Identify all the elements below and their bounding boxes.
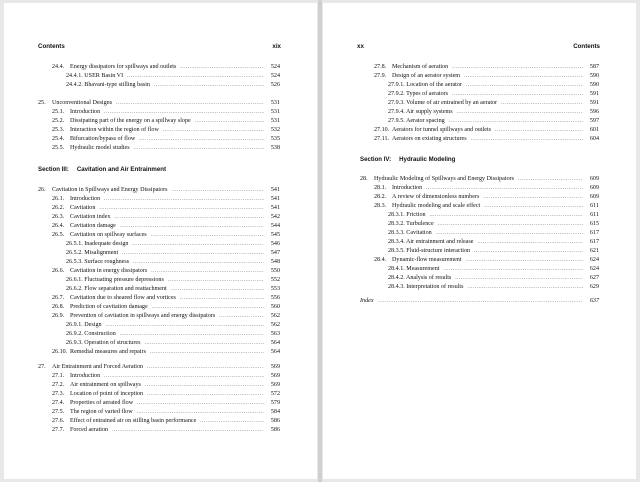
toc-entry[interactable] bbox=[66, 81, 280, 89]
toc-entry-number: 26.8. bbox=[52, 304, 65, 310]
leader-dots bbox=[449, 118, 583, 126]
leader-dots bbox=[501, 100, 583, 108]
toc-entry-page: 532 bbox=[270, 127, 280, 133]
toc-entry[interactable] bbox=[388, 99, 599, 107]
toc-entry-number: 26.1. bbox=[52, 196, 65, 202]
toc-entry-title: Introduction bbox=[70, 373, 101, 379]
toc-entry-number: 26.2. bbox=[52, 205, 65, 211]
leader-dots bbox=[452, 64, 583, 72]
leader-dots bbox=[443, 266, 583, 274]
toc-entry-title: 27.9.4. Air supply systems bbox=[388, 109, 453, 115]
toc-entry-title: Air entrainment on spillways bbox=[70, 382, 141, 388]
leader-dots bbox=[219, 313, 264, 321]
toc-entry-title: Forced aeration bbox=[70, 427, 109, 433]
toc-entry-number: 27.3. bbox=[52, 391, 65, 397]
toc-entry-page: 569 bbox=[270, 382, 280, 388]
toc-entry-number: 25. bbox=[38, 100, 46, 106]
leader-dots bbox=[147, 391, 264, 399]
toc-entry-number: 26.6. bbox=[52, 268, 65, 274]
toc-entry-title: Aerators for tunnel spillways and outlets bbox=[392, 127, 492, 133]
toc-entry-page: 531 bbox=[270, 109, 280, 115]
leader-dots bbox=[180, 64, 264, 72]
toc-entry-page: 579 bbox=[270, 400, 280, 406]
toc-entry-page: 597 bbox=[589, 118, 599, 124]
toc-entry[interactable] bbox=[52, 267, 280, 275]
toc-entry-title: Hydraulic modeling and scale effect bbox=[392, 203, 481, 209]
toc-entry-number: 27.9. bbox=[374, 73, 387, 79]
toc-entry[interactable] bbox=[66, 240, 280, 248]
toc-entry-title: 24.4.1. USER Basin VI bbox=[66, 73, 124, 79]
section-heading bbox=[38, 166, 166, 173]
toc-entry-page: 587 bbox=[589, 64, 599, 70]
leader-dots bbox=[120, 331, 264, 339]
toc-entry-page: 563 bbox=[270, 331, 280, 337]
toc-entry[interactable] bbox=[66, 339, 280, 347]
toc-entry[interactable] bbox=[52, 303, 280, 311]
leader-dots bbox=[518, 176, 583, 184]
leader-dots bbox=[430, 212, 583, 220]
toc-entry-page: 548 bbox=[270, 259, 280, 265]
toc-entry-number: 27.1. bbox=[52, 373, 65, 379]
toc-entry[interactable] bbox=[52, 426, 280, 434]
leader-dots bbox=[168, 277, 264, 285]
toc-entry-number: 26.3. bbox=[52, 214, 65, 220]
leader-dots bbox=[150, 349, 264, 357]
toc-entry[interactable] bbox=[388, 220, 599, 228]
toc-entry[interactable] bbox=[52, 108, 280, 116]
toc-entry-page: 541 bbox=[270, 196, 280, 202]
toc-entry-title: 26.5.3. Surface roughness bbox=[66, 259, 130, 265]
toc-entry-number: 27.11. bbox=[374, 136, 390, 142]
section-title: Cavitation and Air Entrainment bbox=[76, 166, 166, 173]
toc-entry-page: 524 bbox=[270, 64, 280, 70]
toc-entry-title: 28.3.4. Air entrainment and release bbox=[388, 239, 474, 245]
leader-dots bbox=[147, 364, 264, 372]
toc-entry[interactable] bbox=[66, 258, 280, 266]
toc-entry-title: Cavitation due to sheared flow and vortices bbox=[70, 295, 176, 301]
toc-entry-title: Cavitation damage bbox=[70, 223, 116, 229]
leader-dots bbox=[163, 127, 264, 135]
toc-entry-title: 24.4.2. Bhavani-type stilling basin bbox=[66, 82, 150, 88]
toc-entry[interactable] bbox=[52, 135, 280, 143]
toc-entry-number: 27.2. bbox=[52, 382, 65, 388]
toc-entry[interactable] bbox=[66, 276, 280, 284]
toc-entry-page: 637 bbox=[589, 298, 599, 304]
leader-dots bbox=[195, 118, 264, 126]
toc-entry-title: 26.5.1. Inadequate design bbox=[66, 241, 129, 247]
toc-entry-title: Unconventional Designs bbox=[52, 100, 113, 106]
leader-dots bbox=[484, 203, 583, 211]
right-running-head-page: xx bbox=[357, 43, 364, 50]
toc-entry[interactable] bbox=[388, 274, 599, 282]
toc-entry[interactable] bbox=[52, 126, 280, 134]
toc-entry-title: A review of dimensionless numbers bbox=[392, 194, 480, 200]
toc-entry-title: 26.6.1. Fluctuating pressure depressions bbox=[66, 277, 164, 283]
toc-entry-page: 556 bbox=[270, 295, 280, 301]
toc-entry[interactable] bbox=[374, 72, 599, 80]
toc-entry[interactable] bbox=[52, 399, 280, 407]
toc-entry[interactable] bbox=[52, 204, 280, 212]
toc-entry[interactable] bbox=[52, 231, 280, 239]
toc-entry-title: 26.9.2. Construction bbox=[66, 331, 116, 337]
toc-entry-page: 590 bbox=[589, 73, 599, 79]
right-running-head-title: Contents bbox=[573, 43, 600, 50]
leader-dots bbox=[200, 418, 264, 426]
toc-entry[interactable] bbox=[52, 408, 280, 416]
toc-entry[interactable] bbox=[52, 117, 280, 125]
leader-dots bbox=[133, 259, 264, 267]
toc-entry-title: Hydraulic model studies bbox=[70, 145, 130, 151]
page-gutter bbox=[318, 0, 322, 482]
toc-entry-page: 546 bbox=[270, 241, 280, 247]
toc-entry[interactable] bbox=[374, 202, 599, 210]
toc-entry-number: 27.5. bbox=[52, 409, 65, 415]
toc-entry-title: 26.9.3. Operation of structures bbox=[66, 340, 141, 346]
toc-entry[interactable] bbox=[374, 126, 599, 134]
toc-entry-page: 553 bbox=[270, 286, 280, 292]
toc-entry-page: 609 bbox=[589, 185, 599, 191]
toc-entry-title: 28.4.2. Analysis of results bbox=[388, 275, 452, 281]
toc-entry[interactable] bbox=[52, 417, 280, 425]
toc-entry-number: 28.3. bbox=[374, 203, 387, 209]
toc-entry[interactable] bbox=[38, 99, 280, 107]
toc-entry[interactable] bbox=[388, 117, 599, 125]
leader-dots bbox=[144, 340, 264, 348]
toc-entry[interactable] bbox=[374, 135, 599, 143]
toc-entry-number: 25.3. bbox=[52, 127, 65, 133]
leader-dots bbox=[132, 241, 264, 249]
section-heading bbox=[360, 156, 455, 163]
toc-entry[interactable] bbox=[388, 238, 599, 246]
leader-dots bbox=[112, 427, 264, 435]
toc-entry-title: Cavitation in energy dissipators bbox=[70, 268, 148, 274]
toc-entry-page: 572 bbox=[270, 391, 280, 397]
section-label: Section III: bbox=[38, 166, 69, 173]
leader-dots bbox=[139, 136, 264, 144]
toc-entry-title: 27.9.5. Aerator spacing bbox=[388, 118, 445, 124]
toc-entry-title: Aerators on existing structures bbox=[392, 136, 467, 142]
toc-entry[interactable] bbox=[52, 348, 280, 356]
toc-entry-page: 562 bbox=[270, 313, 280, 319]
toc-entry-title: Mechanism of aeration bbox=[392, 64, 449, 70]
toc-entry-page: 564 bbox=[270, 349, 280, 355]
leader-dots bbox=[172, 187, 265, 195]
toc-entry-title: Cavitation in Spillways and Energy Dissipators bbox=[52, 187, 168, 193]
leader-dots bbox=[104, 196, 264, 204]
toc-entry[interactable] bbox=[66, 285, 280, 293]
toc-entry-page: 609 bbox=[589, 176, 599, 182]
toc-entry-page: 531 bbox=[270, 100, 280, 106]
leader-dots bbox=[466, 257, 583, 265]
toc-entry[interactable] bbox=[388, 283, 599, 291]
toc-entry-page: 611 bbox=[590, 203, 599, 209]
leader-dots bbox=[466, 82, 583, 90]
leader-dots bbox=[477, 239, 583, 247]
toc-entry-title: Interaction within the region of flow bbox=[70, 127, 159, 133]
toc-entry[interactable] bbox=[52, 312, 280, 320]
toc-entry-page: 542 bbox=[270, 214, 280, 220]
toc-entry-title: Design of an aerator system bbox=[392, 73, 461, 79]
toc-entry-page: 552 bbox=[270, 277, 280, 283]
toc-entry-title: 28.3.2. Turbulence bbox=[388, 221, 434, 227]
toc-entry-page: 564 bbox=[270, 340, 280, 346]
leader-dots bbox=[151, 232, 264, 240]
toc-entry-page: 590 bbox=[589, 82, 599, 88]
toc-entry[interactable] bbox=[388, 247, 599, 255]
toc-entry[interactable] bbox=[66, 330, 280, 338]
toc-entry-title: Air Entrainment and Forced Aeration bbox=[52, 364, 144, 370]
toc-entry-page: 569 bbox=[270, 364, 280, 370]
leader-dots bbox=[438, 221, 583, 229]
leader-dots bbox=[464, 73, 583, 81]
toc-entry-title: 28.4.1. Measurement bbox=[388, 266, 440, 272]
leader-dots bbox=[180, 295, 264, 303]
toc-entry-page: 629 bbox=[589, 284, 599, 290]
leader-dots bbox=[122, 250, 264, 258]
section-label: Section IV: bbox=[360, 156, 392, 163]
toc-entry-number: 27. bbox=[38, 364, 46, 370]
toc-entry-page: 524 bbox=[270, 73, 280, 79]
toc-entry-number: 26. bbox=[38, 187, 46, 193]
toc-entry-page: 545 bbox=[270, 232, 280, 238]
toc-entry-title: Bifurcation/bypass of flow bbox=[70, 136, 136, 142]
toc-entry-number: 26.4. bbox=[52, 223, 65, 229]
leader-dots bbox=[137, 409, 264, 417]
toc-entry-page: 586 bbox=[270, 418, 280, 424]
toc-entry[interactable] bbox=[66, 249, 280, 257]
toc-entry[interactable] bbox=[66, 72, 280, 80]
toc-entry-title: 27.9.3. Volume of air entrained by an aerator bbox=[388, 100, 498, 106]
leader-dots bbox=[467, 284, 583, 292]
left-page bbox=[4, 3, 317, 479]
leader-dots bbox=[471, 136, 583, 144]
leader-dots bbox=[127, 73, 264, 81]
toc-entry-title: Dissipating part of the energy on a spillway slope bbox=[70, 118, 191, 124]
toc-entry-number: 27.4. bbox=[52, 400, 65, 406]
toc-entry-page: 560 bbox=[270, 304, 280, 310]
toc-entry-number: 27.8. bbox=[374, 64, 387, 70]
toc-entry[interactable] bbox=[38, 363, 280, 371]
leader-dots bbox=[134, 145, 264, 153]
leader-dots bbox=[137, 400, 264, 408]
toc-entry-page: 562 bbox=[270, 322, 280, 328]
toc-entry-title: Cavitation on spillway surfaces bbox=[70, 232, 147, 238]
toc-entry-number: 27.6. bbox=[52, 418, 65, 424]
toc-entry-page: 591 bbox=[589, 91, 599, 97]
toc-entry-title: The region of varied flow bbox=[70, 409, 133, 415]
leader-dots bbox=[152, 304, 264, 312]
toc-entry-number: 26.7. bbox=[52, 295, 65, 301]
section-title: Hydraulic Modeling bbox=[399, 156, 456, 163]
toc-entry-title: Properties of aerated flow bbox=[70, 400, 134, 406]
leader-dots bbox=[116, 100, 264, 108]
toc-entry-number: 28.2. bbox=[374, 194, 387, 200]
toc-entry-title: Cavitation bbox=[70, 205, 96, 211]
leader-dots bbox=[378, 298, 583, 306]
leader-dots bbox=[99, 205, 264, 213]
toc-entry-page: 541 bbox=[270, 205, 280, 211]
toc-entry[interactable] bbox=[388, 229, 599, 237]
toc-entry[interactable] bbox=[374, 184, 599, 192]
toc-entry[interactable] bbox=[388, 108, 599, 116]
toc-entry[interactable] bbox=[388, 211, 599, 219]
toc-entry-number: 28.4. bbox=[374, 257, 387, 263]
toc-entry-page: 624 bbox=[589, 266, 599, 272]
leader-dots bbox=[436, 230, 583, 238]
toc-entry-page: 584 bbox=[270, 409, 280, 415]
toc-entry-title: 27.9.1. Location of the aerator bbox=[388, 82, 462, 88]
toc-entry-title: 28.3.1. Friction bbox=[388, 212, 426, 218]
toc-entry-page: 624 bbox=[589, 257, 599, 263]
toc-entry[interactable] bbox=[52, 372, 280, 380]
leader-dots bbox=[452, 91, 583, 99]
toc-entry[interactable] bbox=[374, 256, 599, 264]
toc-entry-title: 28.3.3. Cavitation bbox=[388, 230, 432, 236]
toc-entry-title: Remedial measures and repairs bbox=[70, 349, 146, 355]
leader-dots bbox=[154, 82, 264, 90]
toc-entry-page: 550 bbox=[270, 268, 280, 274]
toc-entry[interactable] bbox=[374, 63, 599, 71]
toc-entry-number: 26.9. bbox=[52, 313, 65, 319]
toc-entry-number: 26.5. bbox=[52, 232, 65, 238]
toc-entry-page: 627 bbox=[589, 275, 599, 281]
toc-entry-title: Effect of entrained air on stilling basin performance bbox=[70, 418, 197, 424]
toc-entry-index[interactable] bbox=[360, 297, 599, 305]
toc-entry-page: 601 bbox=[589, 127, 599, 133]
toc-entry[interactable] bbox=[38, 186, 280, 194]
toc-entry-page: 617 bbox=[589, 230, 599, 236]
toc-entry-title: Location of point of inception bbox=[70, 391, 144, 397]
toc-entry-page: 538 bbox=[270, 145, 280, 151]
toc-entry-title: Dynamic-flow measurement bbox=[392, 257, 462, 263]
toc-entry[interactable] bbox=[52, 63, 280, 71]
leader-dots bbox=[106, 322, 264, 330]
toc-entry-page: 544 bbox=[270, 223, 280, 229]
toc-entry-number: 24.4. bbox=[52, 64, 65, 70]
toc-entry-number: 26.10. bbox=[52, 349, 68, 355]
toc-entry-number: 25.2. bbox=[52, 118, 65, 124]
toc-entry-page: 617 bbox=[589, 239, 599, 245]
toc-entry-number: 25.5. bbox=[52, 145, 65, 151]
toc-entry-title: 27.9.2. Types of aerators bbox=[388, 91, 449, 97]
toc-entry-number: 25.1. bbox=[52, 109, 65, 115]
toc-entry-title: Prevention of cavitation in spillways and energy dissipators bbox=[70, 313, 216, 319]
toc-entry-title: Hydraulic Modeling of Spillways and Energy Dissipators bbox=[374, 176, 515, 182]
toc-entry-page: 569 bbox=[270, 373, 280, 379]
toc-entry[interactable] bbox=[52, 381, 280, 389]
leader-dots bbox=[145, 382, 264, 390]
toc-entry-number: 28.1. bbox=[374, 185, 387, 191]
toc-entry[interactable] bbox=[52, 390, 280, 398]
left-running-head-title: Contents bbox=[38, 43, 65, 50]
toc-entry-number: 25.4. bbox=[52, 136, 65, 142]
toc-entry-page: 609 bbox=[589, 194, 599, 200]
toc-entry[interactable] bbox=[52, 294, 280, 302]
toc-entry-number: 28. bbox=[360, 176, 368, 182]
toc-entry-title: 28.3.5. Fluid-structure interaction bbox=[388, 248, 471, 254]
toc-entry-title: Index bbox=[360, 298, 374, 304]
toc-entry[interactable] bbox=[388, 90, 599, 98]
leader-dots bbox=[483, 194, 583, 202]
toc-entry[interactable] bbox=[388, 81, 599, 89]
toc-entry-page: 535 bbox=[270, 136, 280, 142]
toc-entry-title: 28.4.3. Interpretation of results bbox=[388, 284, 464, 290]
toc-entry-page: 531 bbox=[270, 118, 280, 124]
toc-entry-page: 547 bbox=[270, 250, 280, 256]
toc-entry[interactable] bbox=[66, 321, 280, 329]
toc-entry-page: 604 bbox=[589, 136, 599, 142]
toc-entry[interactable] bbox=[52, 195, 280, 203]
toc-entry[interactable] bbox=[388, 265, 599, 273]
toc-entry-number: 27.7. bbox=[52, 427, 65, 433]
toc-entry-title: 26.5.2. Misalignment bbox=[66, 250, 119, 256]
toc-entry-title: Cavitation index bbox=[70, 214, 111, 220]
leader-dots bbox=[455, 275, 583, 283]
toc-entry[interactable] bbox=[52, 144, 280, 152]
leader-dots bbox=[104, 373, 264, 381]
toc-entry-page: 615 bbox=[589, 221, 599, 227]
leader-dots bbox=[114, 214, 264, 222]
right-page bbox=[323, 3, 636, 479]
toc-entry-page: 586 bbox=[270, 427, 280, 433]
toc-entry-page: 621 bbox=[589, 248, 599, 254]
toc-entry-page: 596 bbox=[589, 109, 599, 115]
toc-entry[interactable] bbox=[374, 193, 599, 201]
leader-dots bbox=[474, 248, 583, 256]
toc-entry-page: 611 bbox=[590, 212, 599, 218]
leader-dots bbox=[104, 109, 264, 117]
leader-dots bbox=[457, 109, 583, 117]
toc-entry-title: Energy dissipators for spillways and outlets bbox=[70, 64, 177, 70]
toc-entry-number: 27.10. bbox=[374, 127, 390, 133]
toc-entry[interactable] bbox=[360, 175, 599, 183]
toc-entry[interactable] bbox=[52, 213, 280, 221]
toc-entry-title: 26.6.2. Flow separation and reattachment bbox=[66, 286, 167, 292]
toc-entry-title: Prediction of cavitation damage bbox=[70, 304, 148, 310]
leader-dots bbox=[151, 268, 264, 276]
leader-dots bbox=[120, 223, 264, 231]
toc-entry-title: 26.9.1. Design bbox=[66, 322, 102, 328]
leader-dots bbox=[426, 185, 583, 193]
toc-entry-title: Introduction bbox=[392, 185, 423, 191]
toc-entry[interactable] bbox=[52, 222, 280, 230]
left-running-head-page: xix bbox=[272, 43, 281, 50]
leader-dots bbox=[495, 127, 583, 135]
toc-entry-page: 526 bbox=[270, 82, 280, 88]
toc-entry-page: 591 bbox=[589, 100, 599, 106]
leader-dots bbox=[171, 286, 264, 294]
toc-entry-title: Introduction bbox=[70, 109, 101, 115]
toc-entry-page: 541 bbox=[270, 187, 280, 193]
toc-entry-title: Introduction bbox=[70, 196, 101, 202]
